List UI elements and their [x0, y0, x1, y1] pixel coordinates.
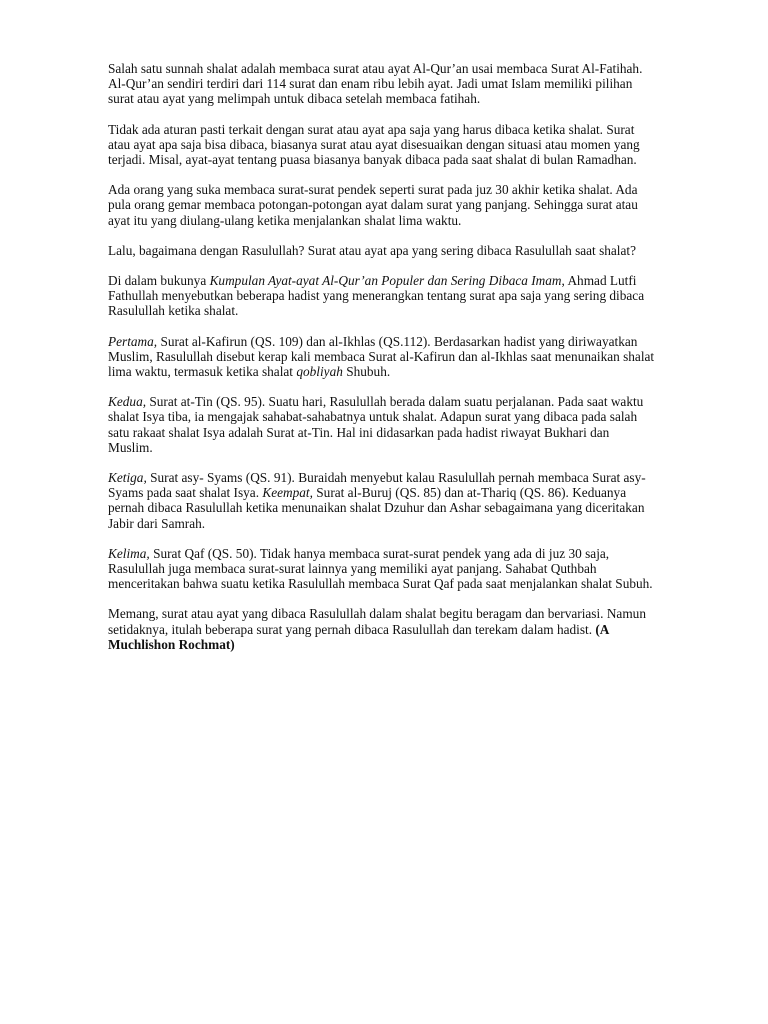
fourth-lead: Keempat,	[262, 485, 313, 501]
paragraph-no-rule	[108, 122, 656, 168]
paragraph-short-surah-text: Ada orang yang suka membaca surat-surat pendek seperti surat pada juz 30 akhir ketika shalat. Ada pula orang gemar membaca potongan-potongan ayat dalam surat yang panjang. Sehingga surat atau ayat itu yang diulang-ulang ketika menjalankan shalat lima waktu.	[108, 182, 638, 228]
article-body	[108, 61, 656, 667]
first-lead: Pertama,	[108, 333, 158, 349]
third-text: Surat asy- Syams (QS. 91). Buraidah menyebut kalau Rasulullah pernah membaca Surat asy-Syams pada saat shalat Isya.	[108, 470, 646, 501]
book-reference-after: , Ahmad Lutfi Fathullah menyebutkan beberapa hadist yang menerangkan tentang surat apa saja yang sering dibaca Rasulullah ketika shalat.	[108, 273, 645, 319]
author-credit: (A Muchlishon Rochmat)	[108, 621, 609, 652]
paragraph-no-rule-text: Tidak ada aturan pasti terkait dengan surat atau ayat apa saja yang harus dibaca ketika shalat. Surat atau ayat apa saja bisa dibaca, biasanya surat atau ayat disesuaikan dengan situasi atau momen yang terjadi. Misal, ayat-ayat tentang puasa biasanya banyak dibaca pada saat shalat di bulan Ramadhan.	[108, 121, 640, 168]
conclusion-text: Memang, surat atau ayat yang dibaca Rasulullah dalam shalat begitu beragam dan bervariasi. Namun setidaknya, itulah beberapa surat yang pernah dibaca Rasulullah dan terekam dalam hadist.	[108, 606, 646, 637]
second-text: Surat at-Tin (QS. 95). Suatu hari, Rasulullah berada dalam suatu perjalanan. Pada saat waktu shalat Isya tiba, ia mengajak sahabat-sahabatnya untuk shalat. Adapun surat yang dibaca pada salah satu rakaat shalat Isya adalah Surat at-Tin. Hal ini didasarkan pada hadist riwayat Bukhari dan Muslim.	[108, 394, 644, 455]
first-text: Surat al-Kafirun (QS. 109) dan al-Ikhlas (QS.112). Berdasarkan hadist yang diriwayatkan Muslim, Rasulullah disebut kerap kali membaca Surat al-Kafirun dan al-Ikhlas saat menunaikan shalat lima waktu, termasuk ketika shalat	[108, 333, 655, 380]
second-lead: Kedua,	[108, 394, 147, 410]
paragraph-third-fourth	[108, 470, 656, 531]
paragraph-first	[108, 334, 656, 380]
book-reference-before: Di dalam bukunya	[108, 273, 210, 289]
paragraph-intro	[108, 61, 656, 107]
first-text-end: Shubuh.	[342, 364, 391, 380]
paragraph-intro-text: Salah satu sunnah shalat adalah membaca surat atau ayat Al-Qur’an usai membaca Surat Al-Fatihah. Al-Qur’an sendiri terdiri dari 114 surat dan enam ribu lebih ayat. Jadi umat Islam memiliki pilihan surat atau ayat yang melimpah untuk dibaca setelah membaca fatihah.	[108, 61, 643, 107]
paragraph-short-surah	[108, 182, 656, 228]
third-lead: Ketiga,	[108, 470, 147, 486]
paragraph-question-text: Lalu, bagaimana dengan Rasulullah? Surat atau ayat apa yang sering dibaca Rasulullah saat shalat?	[108, 242, 636, 258]
book-title: Kumpulan Ayat-ayat Al-Qur’an Populer dan Sering Dibaca Imam	[209, 273, 562, 289]
paragraph-book-reference	[108, 273, 656, 319]
paragraph-second	[108, 394, 656, 455]
paragraph-question	[108, 243, 656, 258]
qobliyah-term: qobliyah	[296, 364, 343, 380]
fifth-text: Surat Qaf (QS. 50). Tidak hanya membaca surat-surat pendek yang ada di juz 30 saja, Rasulullah juga membaca surat-surat lainnya yang memiliki ayat panjang. Sahabat Quthbah menceritakan bahwa suatu ketika Rasulullah membaca Surat Qaf pada saat menjalankan shalat Subuh.	[108, 545, 653, 592]
fifth-lead: Kelima,	[108, 545, 150, 561]
fourth-text: Surat al-Buruj (QS. 85) dan at-Thariq (QS. 86). Keduanya pernah dibaca Rasulullah ketika menunaikan shalat Dzuhur dan Ashar sebagaimana yang diceritakan Jabir dari Samrah.	[108, 485, 645, 531]
paragraph-fifth	[108, 546, 656, 592]
paragraph-conclusion	[108, 606, 656, 652]
